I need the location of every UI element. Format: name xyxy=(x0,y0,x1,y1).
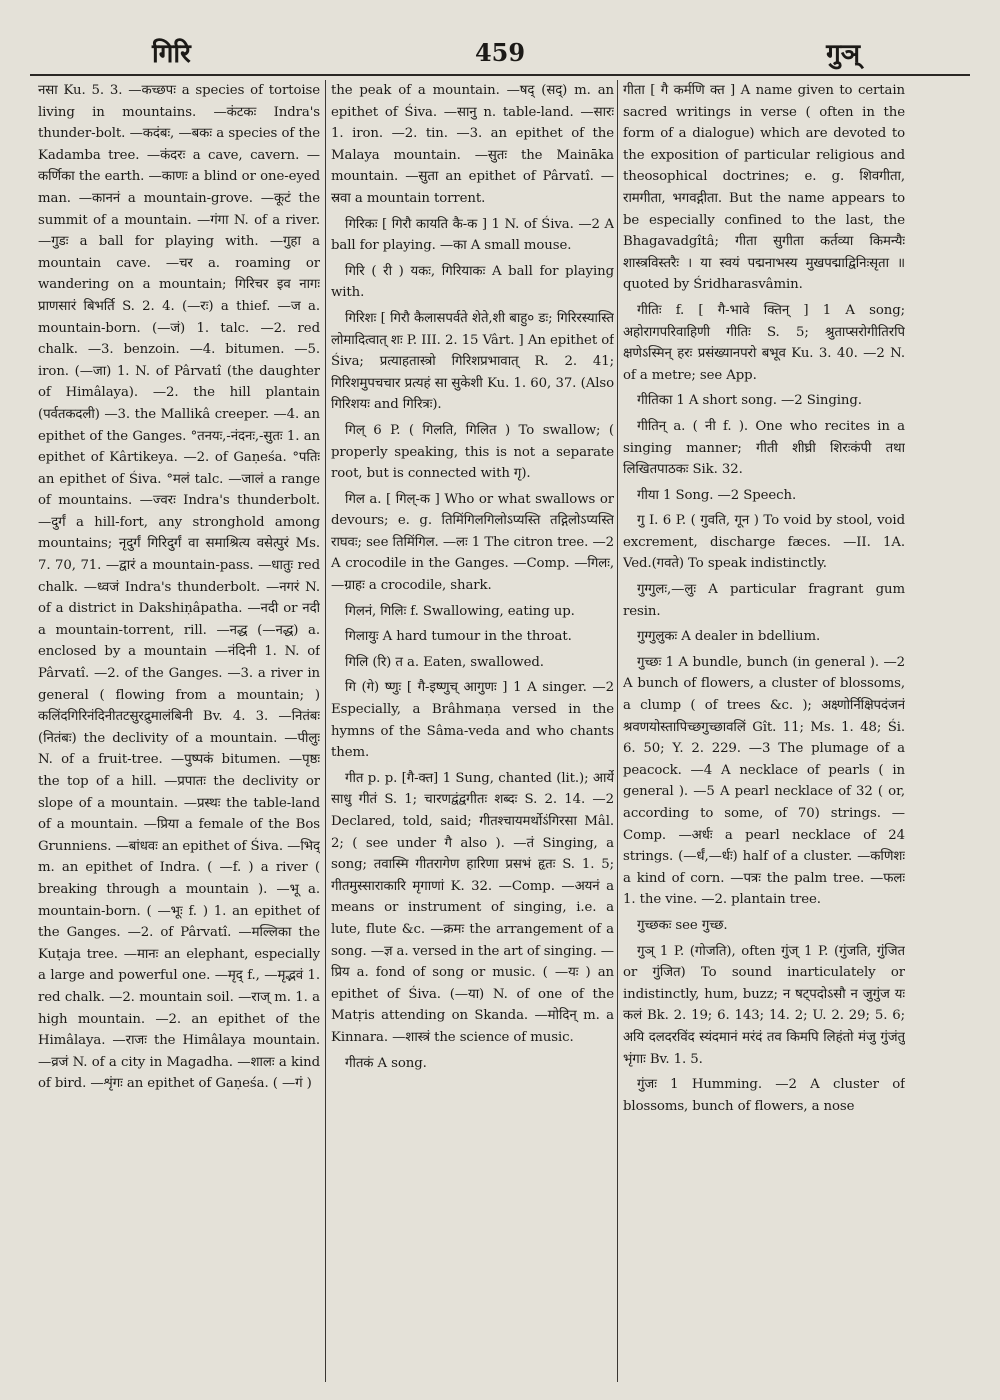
entry-text: गिरिशः [ गिरौ कैलासपर्वते शेते,शी बाहु० डः; गिरिरस्यास्ति लोमादित्वात् शः P. III. 2. 15 Vârt. ] An epithet of Śiva; प्रत्याहतास्त्रो गिरिशप्रभावात् R. 2. 41; गिरिशमुपचचार प्रत्यहं सा सुकेशी Ku. 1. 60, 37. (Also गिरिशयः and गिरित्रः). xyxy=(331,310,614,413)
entry-text: गुग्गुलुकः A dealer in bdellium. xyxy=(637,629,821,645)
entry-text: गीतिका 1 A short song. —2 Singing. xyxy=(637,393,862,409)
entry-text: गिलायुः A hard tumour in the throat. xyxy=(345,629,572,645)
column-divider xyxy=(325,80,326,1382)
entry-text: गुञ् 1 P. (गोजति), often गुंज् 1 P. (गुंजति, गुंजित or गुंजित) To sound inarticulately or indistinctly, hum, buzz; न षट्पदोऽसौ न जुगुंज यः कलं Bk. 2. 19; 6. 143; 14. 2; U. 2. 29; 5. 6; अयि दलदरविंद स्यंदमानं मरंदं तव किमपि लिहंतो मंजु गुंजंतु भृंगाः Bv. 1. 5. xyxy=(623,943,905,1067)
entry-text: गु I. 6 P. ( गुवति, गून ) To void by stool, void excrement, discharge fæces. —II. 1A. Ved.(गवते) To speak indistinctly. xyxy=(623,513,905,572)
entry-text: नसा Ku. 5. 3. —कच्छपः a species of tortoise living in mountains. —कंटकः Indra's thunder-bolt. —कदंबः, —बकः a species of the Kadamba tree. —कंदरः a cave, cavern. —कर्णिका the earth. —काणः a blind or one-eyed man. —काननं a mountain-grove. —कूटं the summit of a mountain. —गंगा N. of a river. —गुडः a ball for playing with. —गुहा a mountain cave. —चर a. roaming or wandering on a mountain; गिरिचर इव नागः प्राणसारं बिभर्ति S. 2. 4. (—रः) a thief. —ज a. mountain-born. (—जं) 1. talc. —2. red chalk. —3. benzoin. —4. bitumen. —5. iron. (—जा) 1. N. of Pârvatî (the daughter of Himâlaya). —2. the hill plantain (पर्वतकदली) —3. the Mallikâ creeper. —4. an epithet of the Ganges. °तनयः,-नंदनः,-सुतः 1. an epithet of Kârtikeya. —2. of Gaṇeśa. °पतिः an epithet of Śiva. °मलं talc. —जालं a range of mountains. —ज्वरः Indra's thunderbolt. —दुर्गं a hill-fort, any stronghold among mountains; नृदुर्गं गिरिदुर्गं वा समाश्रित्य वसेत्पुरं Ms. 7. 70, 71. —द्वारं a mountain-pass. —धातुः red chalk. —ध्वजं Indra's thunderbolt. —नगरं N. of a district in Dakshiṇâpatha. —नदी or नदी a mountain-torrent, rill. —नद्ध (—नद्ध) a. enclosed by a mountain —नंदिनी 1. N. of Pârvatî. —2. of the Ganges. —3. a river in general ( flowing from a mountain; ) कलिंदगिरिनंदिनीतटसुरद्रुमालंबिनी Bv. 4. 3. —नितंबः (नितंबः) the declivity of a mountain. —पीलुः N. of a fruit-tree. —पुष्पकं bitumen. —पृष्ठः the top of a hill. —प्रपातः the declivity or slope of a mountain. —प्रस्थः the table-land of a mountain. —प्रिया a female of the Bos Grunniens. —बांधवः an epithet of Śiva. —भिद् m. an epithet of Indra. ( —f. ) a river ( breaking through a mountain ). —भू a. mountain-born. ( —भूः f. ) 1. an epithet of the Ganges. —2. of Pârvatî. —मल्लिका the Kuṭaja tree. —मानः an elephant, especially a large and powerful one. —मृद् f., —मृद्भवं 1. red chalk. —2. mountain soil. —राज् m. 1. a high mountain. —2. an epithet of the Himâlaya. —राजः the Himâlaya mountain. —व्रजं N. of a city in Magadha. —शालः a kind of bird. —शृंगः an epithet of Gaṇeśa. ( —गं ) xyxy=(38,83,320,1092)
entry-text: गीत p. p. [गै-क्त] 1 Sung, chanted (lit.); आर्ये साधु गीतं S. 1; चारणद्वंद्वगीतः शब्दः S. 2. 14. —2 Declared, told, said; गीतश्चायमर्थोऽंगिरसा Mâl. 2; ( see under गै also ). —तं Singing, a song; तवास्मि गीतरागेण हारिणा प्रसभं हृतः S. 1. 5; गीतमुस्साराकारि मृगाणां K. 32. —Comp. —अयनं a means or instrument of singing, i.e. a lute, flute &c. —क्रमः the arrangement of a song. —ज्ञ a. versed in the art of singing. —प्रिय a. fond of song or music. ( —यः ) an epithet of Śiva. (—या) N. of one of the Matṛis attending on Skanda. —मोदिन् m. a Kinnara. —शास्त्रं the science of music. xyxy=(331,770,614,1045)
entry-text: गिलि (रि) त a. Eaten, swallowed. xyxy=(345,654,544,670)
entry-text: गिल a. [ गिल्-क ] Who or what swallows or devours; e. g. तिमिंगिलगिलोऽप्यस्ति तद्गिलोऽप्यस्ति राघवः; see तिमिंगिल. —लः 1 The citron tree. —2 A crocodile in the Ganges. —Comp. —गिलः, —ग्राहः a crocodile, shark. xyxy=(331,491,614,594)
entry-text: गीतिः f. [ गै-भावे क्तिन् ] 1 A song; अहोरागपरिवाहिणी गीतिः S. 5; श्रुताप्सरोगीतिरपि क्षणेऽस्मिन् हरः प्रसंख्यानपरो बभूव Ku. 3. 40. —2 N. of a metre; see App. xyxy=(623,302,905,383)
left-running-headword: गिरि xyxy=(152,39,191,69)
entry-text: गि (गे) ष्णुः [ गै-इष्णुच् आगुणः ] 1 A singer. —2 Especially, a Brâhmaṇa versed in the hymns of the Sâma-veda and who chants them. xyxy=(331,680,614,761)
column-left xyxy=(38,80,320,1382)
entry-text: गिलनं, गिलिः f. Swallowing, eating up. xyxy=(345,603,575,619)
entry-text: गीतकं A song. xyxy=(345,1055,427,1071)
entry-text: गिरि ( री ) यकः, गिरियाकः A ball for playing with. xyxy=(331,263,614,301)
entry-text: गुच्छकः see गुच्छ. xyxy=(637,917,728,933)
header-rule xyxy=(30,74,970,76)
column-right xyxy=(623,80,905,1382)
entry-text: गुग्गुलः,—लुः A particular fragrant gum resin. xyxy=(623,582,905,619)
page-header xyxy=(30,28,970,72)
right-running-headword: गुञ् xyxy=(826,39,860,69)
column-divider xyxy=(617,80,618,1382)
column-middle xyxy=(331,80,614,1382)
entry-text: गीता [ गै कर्मणि क्त ] A name given to certain sacred writings in verse ( often in the form of a dialogue) which are devoted to the exposition of particular religious and theosophical doctrines; e. g. शिवगीता, रामगीता, भगवद्गीता. But the name appears to be especially confined to the last, the Bhagavadgîtâ; गीता सुगीता कर्तव्या किमन्यैः शास्त्रविस्तरैः । या स्वयं पद्मनाभस्य मुखपद्माद्विनिःसृता ॥ quoted by Śridharasvâmin. xyxy=(623,83,905,293)
entry-text: गिल् 6 P. ( गिलति, गिलित ) To swallow; ( properly speaking, this is not a separate root, but is connected with गृ). xyxy=(331,422,614,482)
entry-text: गीतिन् a. ( नी f. ). One who recites in a singing manner; गीती शीघ्री शिरःकंपी तथा लिखितपाठकः Sik. 32. xyxy=(623,418,905,478)
entry-text: गीया 1 Song. —2 Speech. xyxy=(637,487,797,503)
entry-text: गुंजः 1 Humming. —2 A cluster of blossoms, bunch of flowers, a nose xyxy=(623,1077,905,1114)
entry-text: the peak of a mountain. —षद् (सद्) m. an epithet of Śiva. —सानु n. table-land. —सारः 1. iron. —2. tin. —3. an epithet of the Malaya mountain. —सुतः the Maināka mountain. —सुता an epithet of Pârvatî. —स्रवा a mountain torrent. xyxy=(331,83,614,206)
entry-text: गिरिकः [ गिरौ कायति कै-क ] 1 N. of Śiva. —2 A ball for playing. —का A small mouse. xyxy=(331,216,614,254)
entry-text: गुच्छः 1 A bundle, bunch (in general ). —2 A bunch of flowers, a cluster of blossoms, a clump ( of trees &c. ); अक्ष्णोर्निक्षिपदंजनं श्रवणयोस्तापिच्छगुच्छावलिं Gît. 11; Ms. 1. 48; Śi. 6. 50; Y. 2. 229. —3 The plumage of a peacock. —4 A necklace of pearls ( in general ). —5 A pearl necklace of 32 ( or, according to some, of 70) strings. —Comp. —अर्धः a pearl necklace of 24 strings. (—र्धं,—र्धः) half of a cluster. —कणिशः a kind of corn. —पत्रः the palm tree. —फलः 1. the vine. —2. plantain tree. xyxy=(623,654,905,908)
page-number: 459 xyxy=(474,38,526,67)
